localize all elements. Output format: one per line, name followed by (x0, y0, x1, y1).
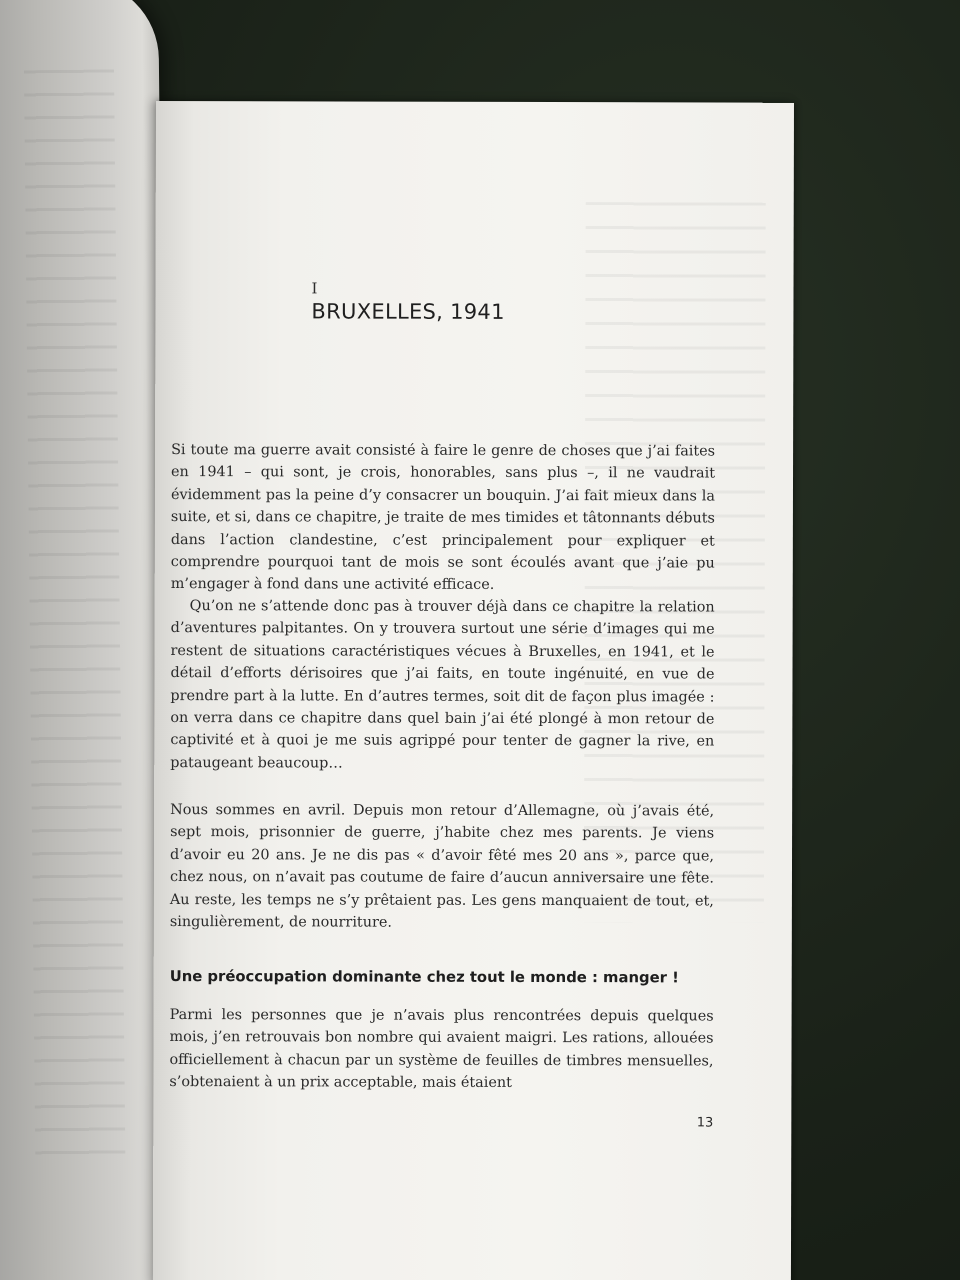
chapter-number: I (311, 279, 318, 298)
section-subheading: Une préoccupation dominante chez tout le monde : manger ! (169, 968, 679, 987)
chapter-title: BRUXELLES, 1941 (311, 299, 505, 324)
facing-left-page (0, 0, 172, 1280)
page-content (167, 101, 732, 1280)
paragraph-4: Parmi les personnes que je n’avais plus rencontrées depuis quelques mois, j’en retrouvais bon nombre qui avaient maigri. Les rations, allouées officiellement à chacun par un système de feuilles de timbres mensuelles, s’obtenaient à un prix acceptable, mais étaient (169, 1007, 714, 1092)
paragraph-2: Qu’on ne s’attende donc pas à trouver déjà dans ce chapitre la relation d’aventures palpitantes. On y trouvera surtout une série d’images qui me restent de situations caractéristiques vécues à Bruxelles, en 1941, et le détail d’efforts dérisoires que j’ai faits, en toute ingénuité, en vue de prendre part à la lutte. En d’autres termes, soit dit de façon plus imagée : on verra dans ce chapitre dans quel bain j’ai été plongé à mon retour de captivité et à quoi je me suis agrippé pour tenter de gagner la rive, en pataugeant beaucoup… (170, 598, 715, 772)
left-page-faint-text (24, 69, 126, 1170)
paragraph-1: Si toute ma guerre avait consisté à faire le genre de choses que j’ai faites en 1941 – qui sont, je crois, honorables, sans plus –, il ne vaudrait évidemment pas la peine d’y consacrer un bouquin. J’ai fait mieux dans la suite, et si, dans ce chapitre, je traite de mes timides et tâtonnants débuts dans l’action clandestine, c’est principalement pour expliquer et comprendre pourquoi tant de mois se sont écoulés avant que j’aie pu m’engager à fond dans une activité efficace. (170, 442, 716, 594)
paragraph-3: Nous sommes en avril. Depuis mon retour d’Allemagne, où j’avais été, sept mois, prisonnier de guerre, j’habite chez mes parents. Je viens d’avoir eu 20 ans. Je ne dis pas « d’avoir fêté mes 20 ans », parce que, chez nous, on n’avait pas coutume de faire d’aucun anniversaire une fête. Au reste, les temps ne s’y prêtaient pas. Les gens manquaient de tout, et, singulièrement, de nourriture. (169, 802, 715, 931)
page-number: 13 (696, 1115, 714, 1131)
book-page (153, 101, 794, 1280)
